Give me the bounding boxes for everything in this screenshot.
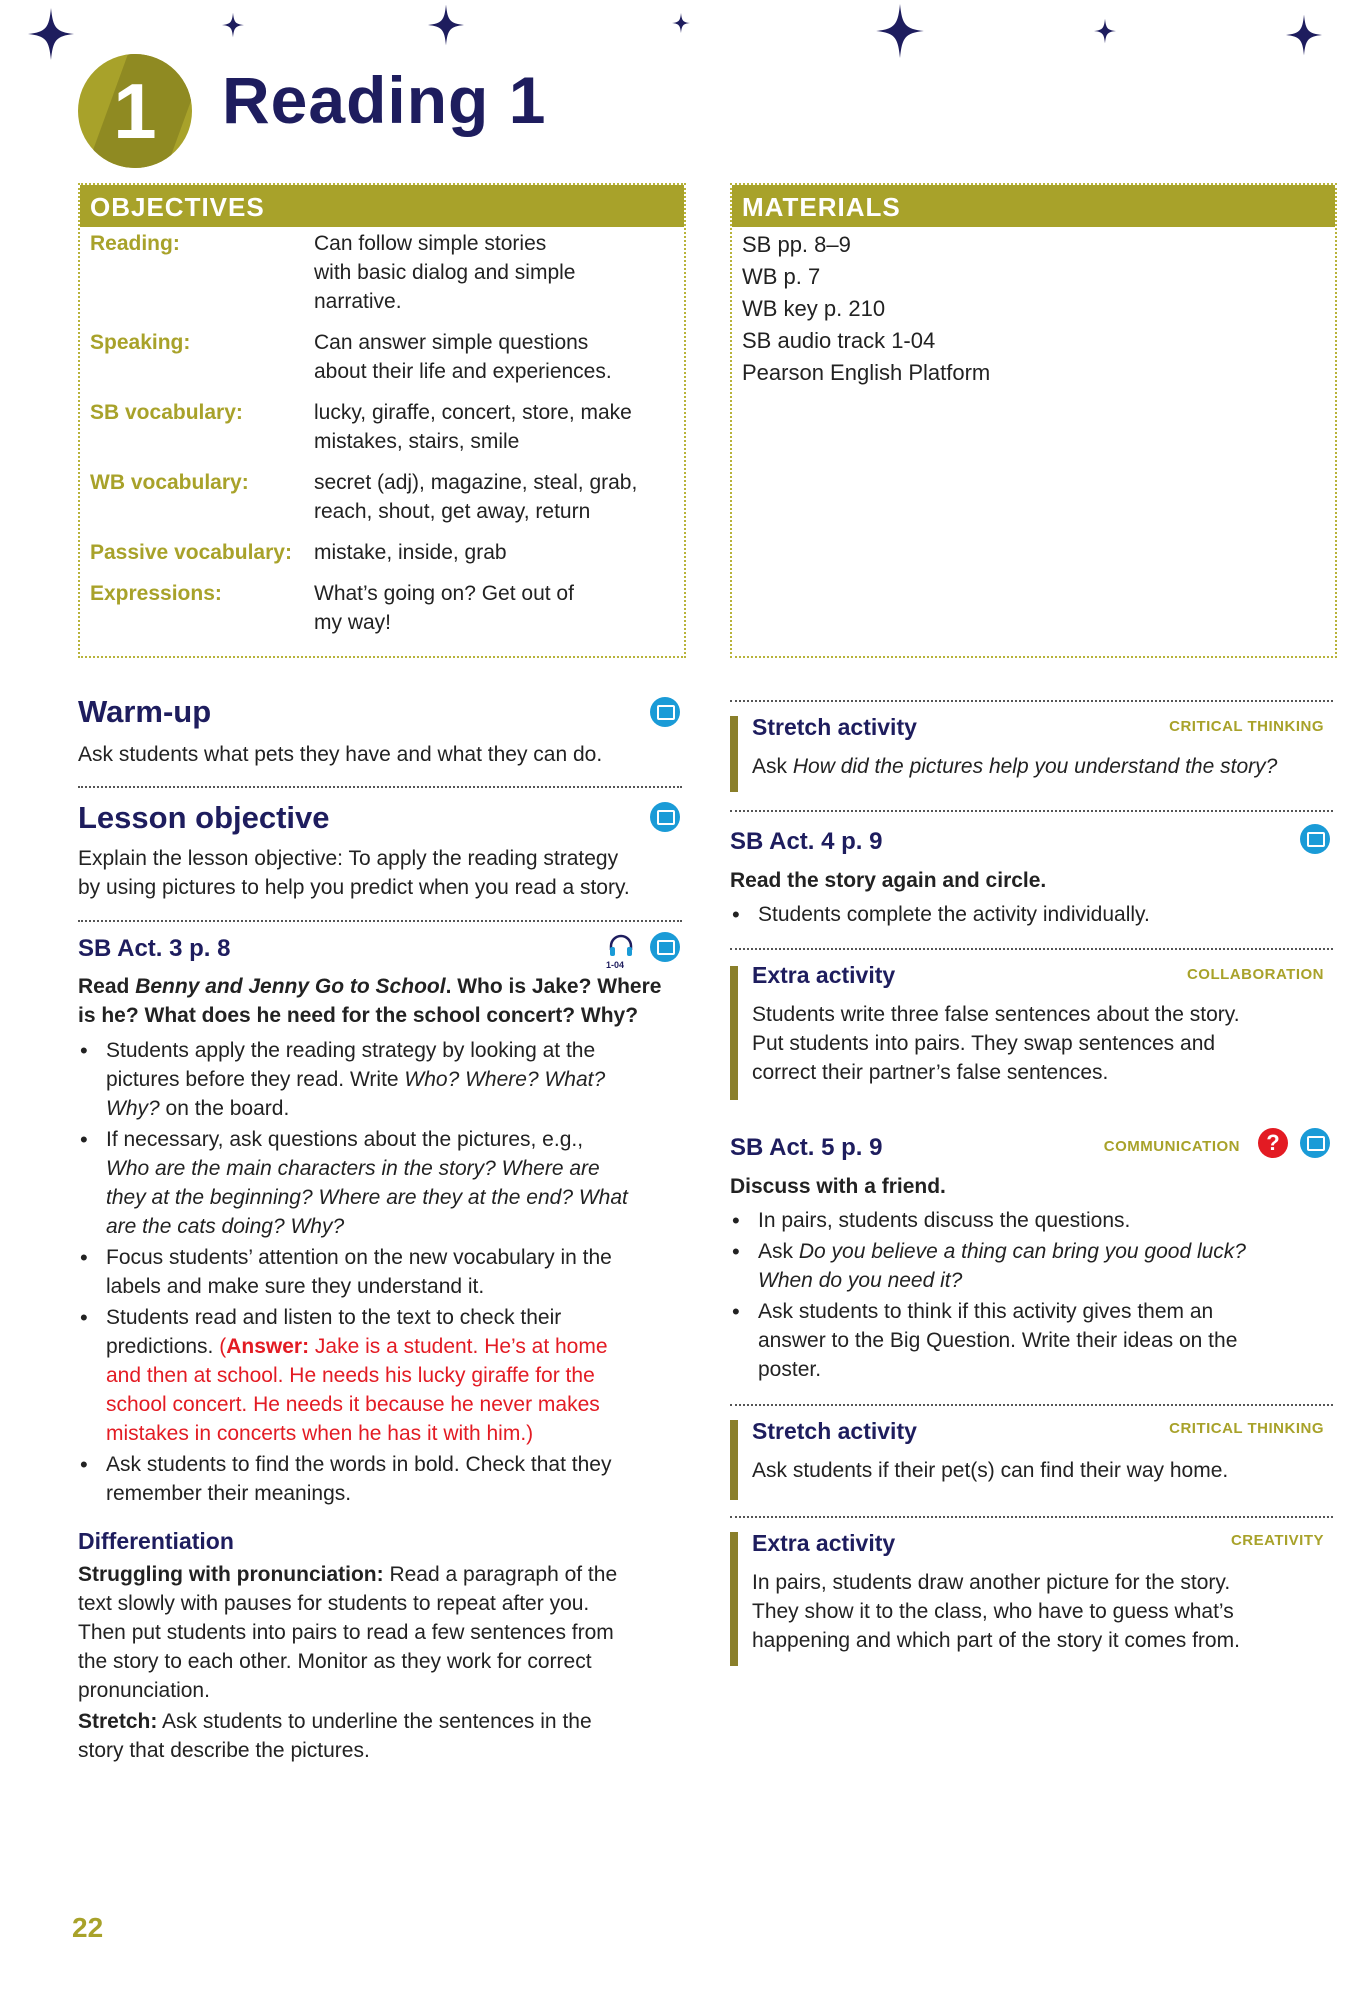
objective-label: Reading:: [90, 232, 180, 255]
act3-instruction: Read Benny and Jenny Go to School. Who is Jake? Where is he? What does he need for the school concert? Why?: [78, 975, 662, 1027]
star-icon: [1094, 18, 1116, 44]
objective-value-line: narrative.: [314, 290, 402, 313]
star-icon: [876, 4, 924, 58]
divider: [730, 810, 1333, 812]
act5-bullets: [730, 1206, 1330, 1386]
screen-icon: [650, 802, 680, 832]
stretch-activity-text: Ask students if their pet(s) can find their way home.: [752, 1459, 1229, 1482]
page-number: 22: [72, 1912, 104, 1943]
skill-tag: COLLABORATION: [1186, 966, 1324, 983]
material-item: WB p. 7: [742, 264, 821, 289]
objectives-box: [78, 183, 686, 658]
star-icon: [222, 12, 244, 38]
star-icon: [28, 8, 74, 60]
objective-label: Expressions:: [90, 582, 222, 605]
extra-activity-title: Extra activity: [752, 962, 896, 988]
warmup-text: Ask students what pets they have and what they can do.: [78, 743, 603, 766]
list-item: • In pairs, students discuss the questions.: [730, 1206, 1330, 1235]
divider: [730, 1516, 1333, 1518]
list-item: • Ask Do you believe a thing can bring you good luck? When do you need it?: [730, 1237, 1330, 1295]
list-item: • Ask students to think if this activity gives them an answer to the Big Question. Write their ideas on the poster.: [730, 1297, 1330, 1384]
objective-value-line: mistakes, stairs, smile: [314, 430, 520, 453]
act3-title: SB Act. 3 p. 8: [78, 935, 231, 962]
text-line: by using pictures to help you predict when you read a story.: [78, 876, 630, 899]
stretch-activity-title: Stretch activity: [752, 714, 917, 740]
divider: [730, 1404, 1333, 1406]
divider: [730, 948, 1333, 950]
activity-bar: [730, 1420, 738, 1500]
act5-instruction: Discuss with a friend.: [730, 1175, 946, 1198]
skill-tag: CRITICAL THINKING: [1169, 1420, 1324, 1437]
stretch-activity-text: Ask How did the pictures help you understand the story?: [752, 755, 1278, 778]
activity-bar: [730, 966, 738, 1100]
materials-box: [730, 183, 1337, 658]
warmup-title: Warm-up: [78, 694, 212, 729]
material-item: SB pp. 8–9: [742, 232, 851, 257]
objective-label: Speaking:: [90, 331, 191, 354]
divider: [78, 786, 682, 788]
star-icon: [1286, 14, 1322, 56]
headphones-icon: [608, 934, 634, 963]
objective-value-line: Can follow simple stories: [314, 232, 547, 255]
big-question-icon: ?: [1258, 1128, 1288, 1158]
objective-value-line: my way!: [314, 611, 392, 634]
differentiation-text: Struggling with pronunciation: Read a paragraph of the text slowly with pauses for students to repeat after you. Then put students into pairs to read a few sentences from the story to each other. Monitor as they work for correct pronunciation. Stretch: Ask students to underline the sentences in the story that describe the pictures.: [78, 1563, 618, 1762]
material-item: SB audio track 1-04: [742, 328, 936, 353]
text-line: Explain the lesson objective: To apply the reading strategy: [78, 847, 619, 870]
objectives-heading: OBJECTIVES: [80, 185, 684, 227]
page-title: Reading 1: [222, 63, 547, 137]
objective-value-line: What’s going on? Get out of: [314, 582, 574, 605]
objective-value-line: secret (adj), magazine, steal, grab,: [314, 471, 638, 494]
objective-value-line: with basic dialog and simple: [314, 261, 576, 284]
objective-value-line: mistake, inside, grab: [314, 541, 507, 564]
objective-label: Passive vocabulary:: [90, 541, 292, 564]
list-item: • If necessary, ask questions about the pictures, e.g., Who are the main characters in the story? Where are they at the beginning? Where are they at the end? What are the cats doing? Why?: [78, 1125, 698, 1241]
stretch-activity-title: Stretch activity: [752, 1418, 917, 1444]
skill-tag: CREATIVITY: [1230, 1532, 1324, 1549]
extra-activity-text: In pairs, students draw another picture for the story. They show it to the class, who have to guess what’s happening and which part of the story it comes from.: [752, 1571, 1240, 1652]
unit-number: 1: [113, 67, 157, 155]
activity-bar: [730, 1532, 738, 1666]
objective-value-line: about their life and experiences.: [314, 360, 612, 383]
material-item: Pearson English Platform: [742, 360, 991, 385]
extra-activity-title: Extra activity: [752, 1530, 896, 1556]
skill-tag: CRITICAL THINKING: [1169, 718, 1324, 735]
list-item: • Students apply the reading strategy by looking at the pictures before they read. Write Who? Where? What? Why? on the board.: [78, 1036, 698, 1123]
materials-heading: MATERIALS: [732, 185, 1335, 227]
act4-title: SB Act. 4 p. 9: [730, 828, 883, 855]
screen-icon: [650, 932, 680, 962]
objective-label: WB vocabulary:: [90, 471, 249, 494]
act4-instruction: Read the story again and circle.: [730, 869, 1047, 892]
screen-icon: [650, 697, 680, 727]
objective-label: SB vocabulary:: [90, 401, 243, 424]
lesson-objective-title: Lesson objective: [78, 800, 330, 835]
star-icon: [428, 4, 464, 46]
activity-bar: [730, 716, 738, 792]
act5-title: SB Act. 5 p. 9: [730, 1134, 883, 1161]
material-item: WB key p. 210: [742, 296, 886, 321]
list-item: • Ask students to find the words in bold. Check that they remember their meanings.: [78, 1450, 698, 1508]
divider: [78, 920, 682, 922]
extra-activity-text: Students write three false sentences about the story. Put students into pairs. They swap sentences and correct their partner’s false sentences.: [752, 1003, 1240, 1084]
lesson-objective-text: [78, 844, 688, 902]
act3-bullets: [78, 1036, 698, 1510]
differentiation-title: Differentiation: [78, 1528, 234, 1554]
objective-value-line: reach, shout, get away, return: [314, 500, 591, 523]
objective-value-line: lucky, giraffe, concert, store, make: [314, 401, 632, 424]
unit-number-badge: [78, 54, 192, 168]
list-item: • Students complete the activity individually.: [730, 900, 1330, 929]
act4-bullets: [730, 900, 1330, 931]
list-item: • Students read and listen to the text to check their predictions. (Answer: Jake is a student. He’s at home and then at school. He needs his lucky giraffe for the school concert. He needs it because he never makes mistakes in concerts when he has it with him.): [78, 1303, 698, 1448]
star-icon: [672, 12, 690, 34]
screen-icon: [1300, 1128, 1330, 1158]
list-item: • Focus students’ attention on the new vocabulary in the labels and make sure they understand it.: [78, 1243, 698, 1301]
objective-value-line: Can answer simple questions: [314, 331, 589, 354]
divider: [730, 700, 1333, 702]
audio-track-label: 1-04: [606, 960, 625, 970]
skill-tag: COMMUNICATION: [1103, 1138, 1240, 1155]
screen-icon: [1300, 824, 1330, 854]
